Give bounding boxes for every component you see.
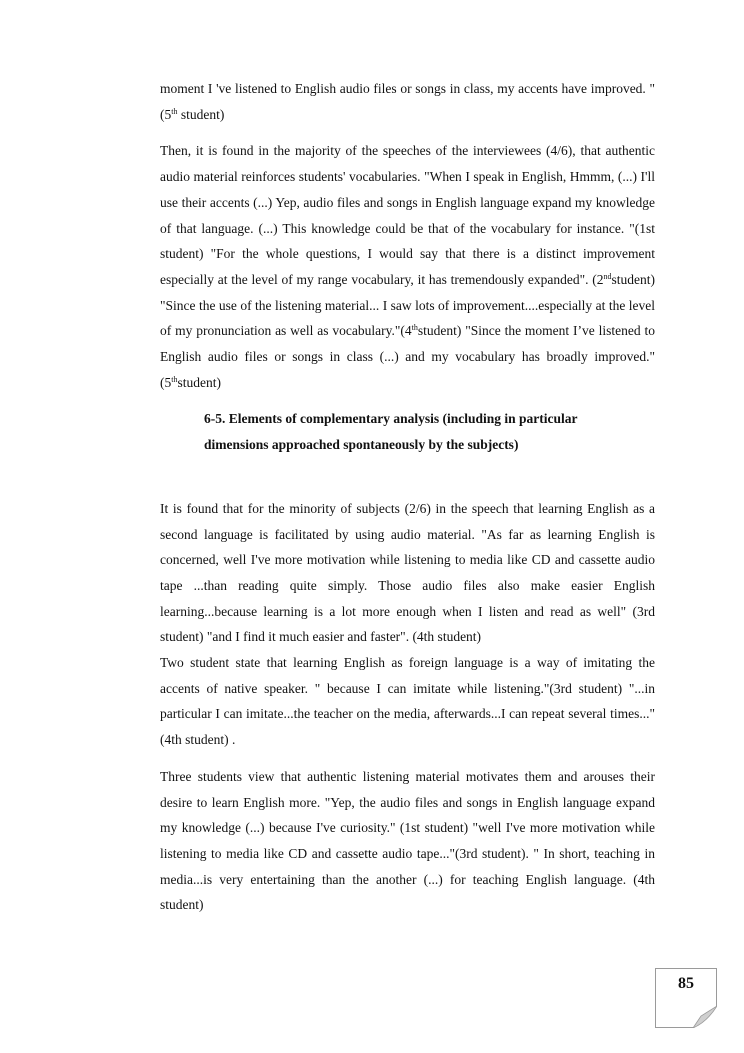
text: Then, it is found in the majority of the speeches of the interviewees (4/6), that authentic audio material reinforces students' vocabularies. "When I speak in English, Hmmm, (...) I'll use their accents (...) Yep, audio files and songs in English language expand my knowledge of that language. (...) This knowledge could be that of the vocabulary for instance. "(1st student) "For the whole questions, I would say that there is a distinct improvement especially at the level of my range vocabulary, it has tremendously expanded". (2 xyxy=(160,143,655,287)
text: student) xyxy=(177,374,221,390)
paragraph-3-continued: Two student state that learning English as foreign language is a way of imitating the accents of native speaker. " because I can imitate while listening."(3rd student) "...in particular I can imitate...the teacher on the media, afterwards...I can repeat several times..."(4th student) . xyxy=(160,655,655,748)
superscript: nd xyxy=(603,271,612,281)
section-heading: 6-5. Elements of complementary analysis (including in particular dimensions approached spontaneously by the subjects) xyxy=(204,411,578,453)
text: moment I 've listened to English audio files or songs in class, my accents have improved. "(5 xyxy=(160,81,655,122)
paragraph-2 xyxy=(160,138,655,395)
paragraph-4: Three students view that authentic listening material motivates them and arouses their desire to learn English more. "Yep, the audio files and songs in English language expand my knowledge (...) because I've curiosity." (1st student) "well I've more motivation while listening to media like CD and cassette audio tape..."(3rd student). " In short, teaching in media...is very entertaining than the another (...) for teaching English language. (4th student) xyxy=(160,768,655,913)
superscript: th xyxy=(411,323,418,333)
superscript: th xyxy=(171,374,178,384)
page-number-box xyxy=(655,968,717,1028)
paragraph-3: It is found that for the minority of subjects (2/6) in the speech that learning English as a second language is facilitated by using audio material. "As far as learning English is concerned, well I've more motivation while listening to media like CD and cassette audio tape ...than reading quite simply. Those audio files also make easier English learning...because learning is a lot more enough when I listen and read as well" (3rd student) "and I find it much easier and faster". (4th student) xyxy=(160,500,655,645)
page-content xyxy=(160,76,655,929)
text: student) xyxy=(177,106,225,122)
superscript: th xyxy=(171,106,178,116)
page-curl-icon xyxy=(693,1006,717,1028)
text: student) "Since the use of the listening material... I saw lots of improvement....especially at the level of my pronunciation as well as vocabulary."(4 xyxy=(160,271,655,339)
page-number: 85 xyxy=(678,975,694,992)
text: student) "Since the moment I’ve listened to English audio files or songs in class (...) and my vocabulary has broadly improved."(5 xyxy=(160,323,655,390)
paragraph-1 xyxy=(160,76,655,127)
